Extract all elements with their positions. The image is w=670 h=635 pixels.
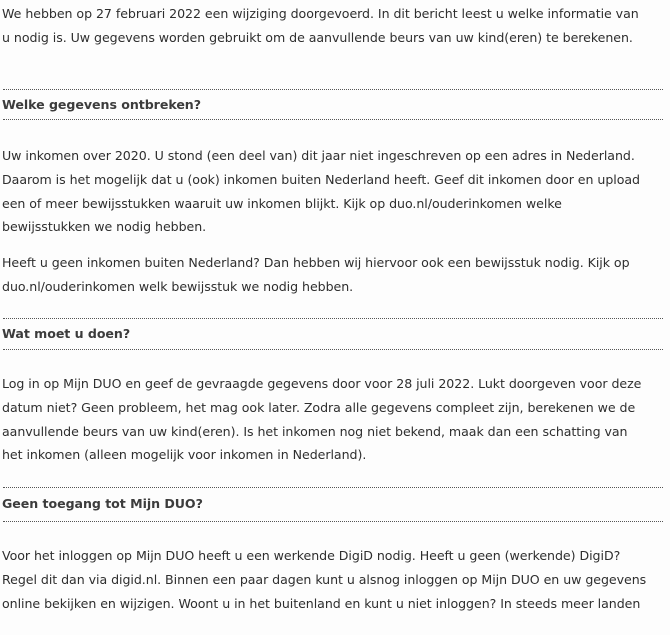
section-heading: Welke gegevens ontbreken? bbox=[2, 97, 201, 112]
paragraph-line: Log in op Mijn DUO en geef de gevraagde gegevens door voor 28 juli 2022. Lukt doorgeven voor deze bbox=[2, 376, 642, 391]
paragraph-line: Uw inkomen over 2020. U stond (een deel van) dit jaar niet ingeschreven op een adres in Nederland. bbox=[2, 148, 635, 163]
paragraph-line: het inkomen (alleen mogelijk voor inkomen in Nederland). bbox=[2, 447, 367, 462]
intro-line: u nodig is. Uw gegevens worden gebruikt om de aanvullende beurs van uw kind(eren) te berekenen. bbox=[2, 30, 633, 45]
paragraph-line: Voor het inloggen op Mijn DUO heeft u een werkende DigiD nodig. Heeft u geen (werkende) DigiD? bbox=[2, 548, 621, 563]
paragraph-line: Heeft u geen inkomen buiten Nederland? Dan hebben wij hiervoor ook een bewijsstuk nodig. Kijk op bbox=[2, 255, 630, 270]
intro-line: We hebben op 27 februari 2022 een wijziging doorgevoerd. In dit bericht leest u welke informatie van bbox=[2, 6, 639, 21]
paragraph-line: bewijsstukken we nodig hebben. bbox=[2, 219, 207, 234]
paragraph-line: datum niet? Geen probleem, het mag ook later. Zodra alle gegevens compleet zijn, berekenen we de bbox=[2, 400, 636, 415]
paragraph-line: Regel dit dan via digid.nl. Binnen een paar dagen kunt u alsnog inloggen op Mijn DUO en uw gegevens bbox=[2, 572, 647, 587]
divider bbox=[3, 89, 663, 90]
paragraph-line: duo.nl/ouderinkomen welk bewijsstuk we nodig hebben. bbox=[2, 279, 354, 294]
paragraph-line: Daarom is het mogelijk dat u (ook) inkomen buiten Nederland heeft. Geef dit inkomen door en upload bbox=[2, 172, 640, 187]
paragraph-line: aanvullende beurs van uw kind(eren). Is het inkomen nog niet bekend, maak dan een schatting van bbox=[2, 424, 628, 439]
divider bbox=[3, 318, 663, 319]
section-heading: Geen toegang tot Mijn DUO? bbox=[2, 496, 203, 511]
paragraph-line: online bekijken en wijzigen. Woont u in het buitenland en kunt u niet inloggen? In steeds meer landen bbox=[2, 596, 641, 611]
divider bbox=[3, 349, 663, 350]
divider bbox=[3, 487, 663, 488]
section-heading: Wat moet u doen? bbox=[2, 326, 131, 341]
paragraph-line: een of meer bewijsstukken waaruit uw inkomen blijkt. Kijk op duo.nl/ouderinkomen welke bbox=[2, 196, 562, 211]
divider bbox=[3, 119, 663, 120]
divider bbox=[3, 521, 663, 522]
